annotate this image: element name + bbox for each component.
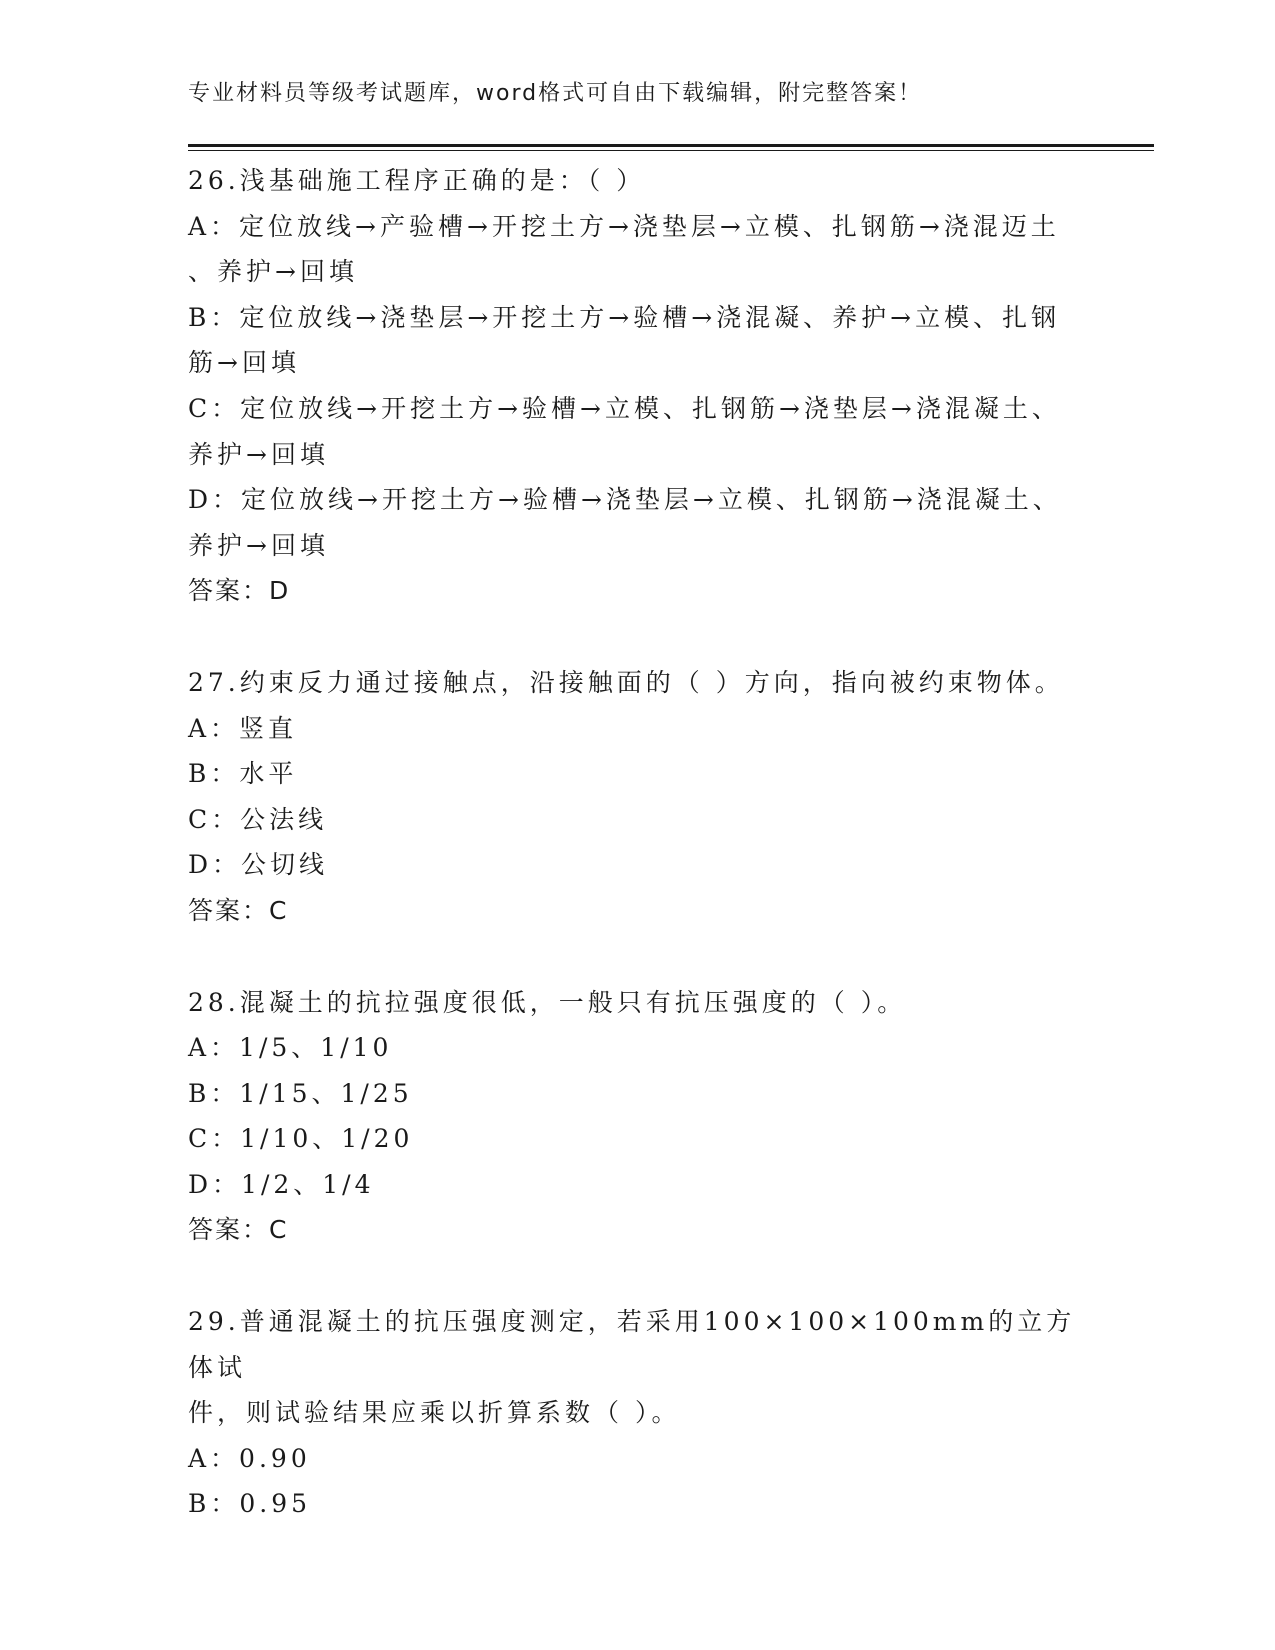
document-header: 专业材料员等级考试题库，word格式可自由下载编辑，附完整答案！ xyxy=(188,81,923,106)
option-c: C：公法线 xyxy=(188,804,328,834)
question-28 xyxy=(188,980,1078,1254)
option-b: B：0.95 xyxy=(188,1489,312,1519)
question-stem: 26.浅基础施工程序正确的是：（ ） xyxy=(188,166,646,195)
option-c: C：1/10、1/20 xyxy=(188,1124,414,1154)
option-d: D：定位放线→开挖土方→验槽→浇垫层→立模、扎钢筋→浇混凝土、 xyxy=(188,485,1062,515)
question-stem: 27.约束反力通过接触点，沿接触面的（ ）方向，指向被约束物体。 xyxy=(188,667,1064,697)
answer-text: 答案：D xyxy=(188,576,291,606)
option-c-cont: 养护→回填 xyxy=(188,439,329,469)
answer-text: 答案：C xyxy=(188,895,289,925)
option-d: D：公切线 xyxy=(188,850,329,880)
option-d: D：1/2、1/4 xyxy=(188,1169,375,1199)
question-stem: 29.普通混凝土的抗压强度测定，若采用100×100×100mm的立方体试 xyxy=(188,1307,1076,1382)
question-26 xyxy=(188,158,1078,614)
option-b: B：水平 xyxy=(188,759,298,789)
question-stem: 28.混凝土的抗拉强度很低，一般只有抗压强度的（ ）。 xyxy=(188,987,907,1017)
option-a: A：0.90 xyxy=(188,1443,311,1473)
option-a: A：1/5、1/10 xyxy=(188,1033,393,1063)
answer-text: 答案：C xyxy=(188,1215,289,1245)
question-list xyxy=(188,158,1078,1527)
option-b-cont: 筋→回填 xyxy=(188,348,300,378)
option-b: B：1/15、1/25 xyxy=(188,1078,413,1108)
option-a-cont: 、养护→回填 xyxy=(188,257,358,287)
option-a: A：定位放线→产验槽→开挖土方→浇垫层→立模、扎钢筋→浇混迈土 xyxy=(188,211,1060,241)
header-rule-thin xyxy=(188,150,1154,151)
question-29 xyxy=(188,1299,1078,1527)
question-stem-cont: 件，则试验结果应乘以折算系数（ ）。 xyxy=(188,1398,681,1428)
option-b: B：定位放线→浇垫层→开挖土方→验槽→浇混凝、养护→立模、扎钢 xyxy=(188,302,1061,332)
question-27 xyxy=(188,660,1078,934)
option-c: C：定位放线→开挖土方→验槽→立模、扎钢筋→浇垫层→浇混凝土、 xyxy=(188,393,1061,423)
option-d-cont: 养护→回填 xyxy=(188,530,329,560)
option-a: A：竖直 xyxy=(188,713,298,743)
header-rule-thick xyxy=(188,144,1154,147)
